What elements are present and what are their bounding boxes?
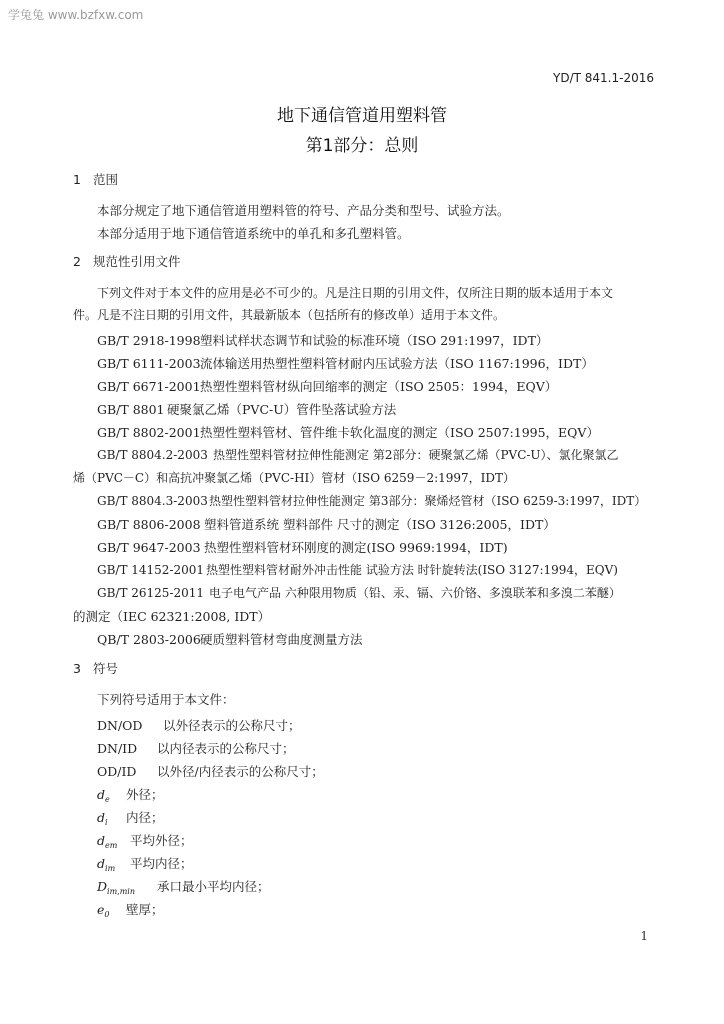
symbol: d bbox=[97, 787, 106, 802]
reference-code: GB/T 6671-2001 bbox=[97, 379, 201, 394]
reference-item bbox=[97, 584, 621, 601]
symbol-item bbox=[97, 854, 193, 873]
reference-title: 硬聚氯乙烯（PVC-U）管件坠落试验方法 bbox=[167, 402, 397, 417]
reference-item bbox=[97, 446, 619, 463]
symbol-item bbox=[97, 877, 270, 896]
reference-title: 热塑性塑料管材环刚度的测定(ISO 9969:1994，IDT) bbox=[204, 540, 508, 555]
reference-title: 热塑性塑料管材耐外冲击性能 试验方法 时针旋转法(ISO 3127:1994，EQV) bbox=[206, 563, 618, 577]
symbol-item bbox=[97, 739, 295, 757]
symbol: OD/ID bbox=[97, 764, 137, 779]
document-subtitle: 第1部分：总则 bbox=[305, 136, 419, 156]
symbol-description: 外径； bbox=[126, 787, 164, 802]
symbol: DN/ID bbox=[97, 741, 138, 756]
references-intro-line: 件。凡是不注日期的引用文件，其最新版本（包括所有的修改单）适用于本文件。 bbox=[73, 308, 506, 322]
reference-item bbox=[97, 400, 396, 418]
reference-code: GB/T 6111-2003 bbox=[97, 356, 201, 371]
reference-title: 热塑性塑料管材拉伸性能测定 第3部分：聚烯烃管材（ISO 6259-3:1997，IDT） bbox=[209, 494, 647, 508]
reference-item bbox=[97, 331, 548, 349]
scope-line: 本部分规定了地下通信管道用塑料管的符号、产品分类和型号、试验方法。 bbox=[97, 203, 510, 218]
symbol-description: 以外径表示的公称尺寸； bbox=[163, 718, 301, 733]
reference-code: GB/T 8806-2008 bbox=[97, 517, 201, 532]
reference-item-continued bbox=[73, 607, 270, 625]
symbol: d bbox=[97, 810, 106, 825]
reference-item bbox=[97, 630, 363, 648]
symbol-description: 壁厚； bbox=[126, 902, 164, 917]
watermark: 学兔兔 www.bzfxw.com bbox=[8, 8, 144, 22]
symbol-description: 平均外径； bbox=[130, 833, 193, 848]
reference-title: 烯（PVC－C）和高抗冲聚氯乙烯（PVC-HI）管材（ISO 6259－2:1997，IDT） bbox=[73, 471, 516, 485]
reference-title: 塑料试样状态调节和试验的标准环境（ISO 291:1997，IDT） bbox=[200, 333, 549, 348]
symbol-subscript: e bbox=[105, 795, 110, 804]
symbol: D bbox=[97, 879, 108, 894]
symbol-description: 平均内径； bbox=[130, 856, 193, 871]
reference-item bbox=[97, 538, 508, 556]
reference-code: GB/T 14152-2001 bbox=[97, 563, 205, 577]
symbol-subscript: i bbox=[105, 818, 108, 827]
reference-item bbox=[97, 492, 646, 509]
symbol-description: 内径； bbox=[126, 810, 164, 825]
reference-code: GB/T 8804.3-2003 bbox=[97, 494, 208, 508]
reference-item bbox=[97, 377, 557, 395]
symbol-subscript: em bbox=[105, 841, 118, 850]
reference-title: 硬质塑料管材弯曲度测量方法 bbox=[200, 632, 363, 647]
section-heading-scope bbox=[73, 170, 118, 188]
reference-title: 的测定（IEC 62321:2008, IDT） bbox=[73, 609, 271, 624]
reference-item bbox=[97, 561, 618, 578]
references-intro-line: 下列文件对于本文件的应用是必不可少的。凡是注日期的引用文件，仅所注日期的版本适用于本文 bbox=[97, 286, 614, 300]
reference-code: QB/T 2803-2006 bbox=[97, 632, 201, 647]
reference-item bbox=[97, 515, 556, 533]
symbol-item bbox=[97, 900, 164, 919]
reference-item bbox=[97, 354, 594, 372]
reference-code: GB/T 26125-2011 bbox=[97, 586, 205, 600]
section-title: 范围 bbox=[93, 172, 119, 187]
symbol: DN/OD bbox=[97, 718, 143, 733]
reference-title: 热塑性塑料管材纵向回缩率的测定（ISO 2505：1994，EQV） bbox=[200, 379, 558, 394]
symbol-item bbox=[97, 762, 324, 780]
symbol-subscript: im,min bbox=[107, 887, 136, 896]
reference-code: GB/T 2918-1998 bbox=[97, 333, 201, 348]
symbol-subscript: im bbox=[105, 864, 116, 873]
symbol: d bbox=[97, 833, 106, 848]
reference-title: 塑料管道系统 塑料部件 尺寸的测定（ISO 3126:2005，IDT） bbox=[204, 517, 556, 532]
section-heading-symbols bbox=[73, 659, 118, 677]
scope-line: 本部分适用于地下通信管道系统中的单孔和多孔塑料管。 bbox=[97, 226, 410, 241]
reference-title: 热塑性塑料管材拉伸性能测定 第2部分：硬聚氯乙烯（PVC-U）、氯化聚氯乙 bbox=[213, 448, 619, 462]
reference-title: 热塑性塑料管材、管件维卡软化温度的测定（ISO 2507:1995，EQV） bbox=[200, 425, 599, 440]
reference-code: GB/T 8802-2001 bbox=[97, 425, 201, 440]
section-number: 3 bbox=[73, 661, 81, 676]
reference-code: GB/T 8801 bbox=[97, 402, 165, 417]
document-title: 地下通信管道用塑料管 bbox=[277, 106, 447, 126]
section-title: 规范性引用文件 bbox=[93, 254, 181, 269]
standard-number: YD/T 841.1-2016 bbox=[553, 71, 654, 85]
reference-title: 电子电气产品 六种限用物质（铅、汞、镉、六价铬、多溴联苯和多溴二苯醚） bbox=[209, 586, 621, 600]
section-heading-references bbox=[73, 252, 181, 270]
symbol-description: 以外径/内径表示的公称尺寸； bbox=[157, 764, 324, 779]
symbol-item bbox=[97, 785, 164, 804]
symbol-subscript: 0 bbox=[104, 910, 110, 919]
symbol-description: 以内径表示的公称尺寸； bbox=[157, 741, 295, 756]
reference-code: GB/T 9647-2003 bbox=[97, 540, 201, 555]
symbols-intro: 下列符号适用于本文件： bbox=[97, 692, 235, 707]
section-number: 1 bbox=[73, 172, 81, 187]
symbol: d bbox=[97, 856, 106, 871]
reference-code: GB/T 8804.2-2003 bbox=[97, 448, 208, 462]
symbol-item bbox=[97, 831, 193, 850]
symbol-description: 承口最小平均内径； bbox=[157, 879, 270, 894]
symbol: e bbox=[97, 902, 105, 917]
section-number: 2 bbox=[73, 254, 81, 269]
page-number: 1 bbox=[640, 929, 648, 943]
symbol-item bbox=[97, 716, 301, 734]
section-title: 符号 bbox=[93, 661, 119, 676]
symbol-item bbox=[97, 808, 164, 827]
reference-title: 流体输送用热塑性塑料管材耐内压试验方法（ISO 1167:1996，IDT） bbox=[200, 356, 594, 371]
reference-item bbox=[97, 423, 599, 441]
reference-item-continued bbox=[73, 469, 515, 486]
